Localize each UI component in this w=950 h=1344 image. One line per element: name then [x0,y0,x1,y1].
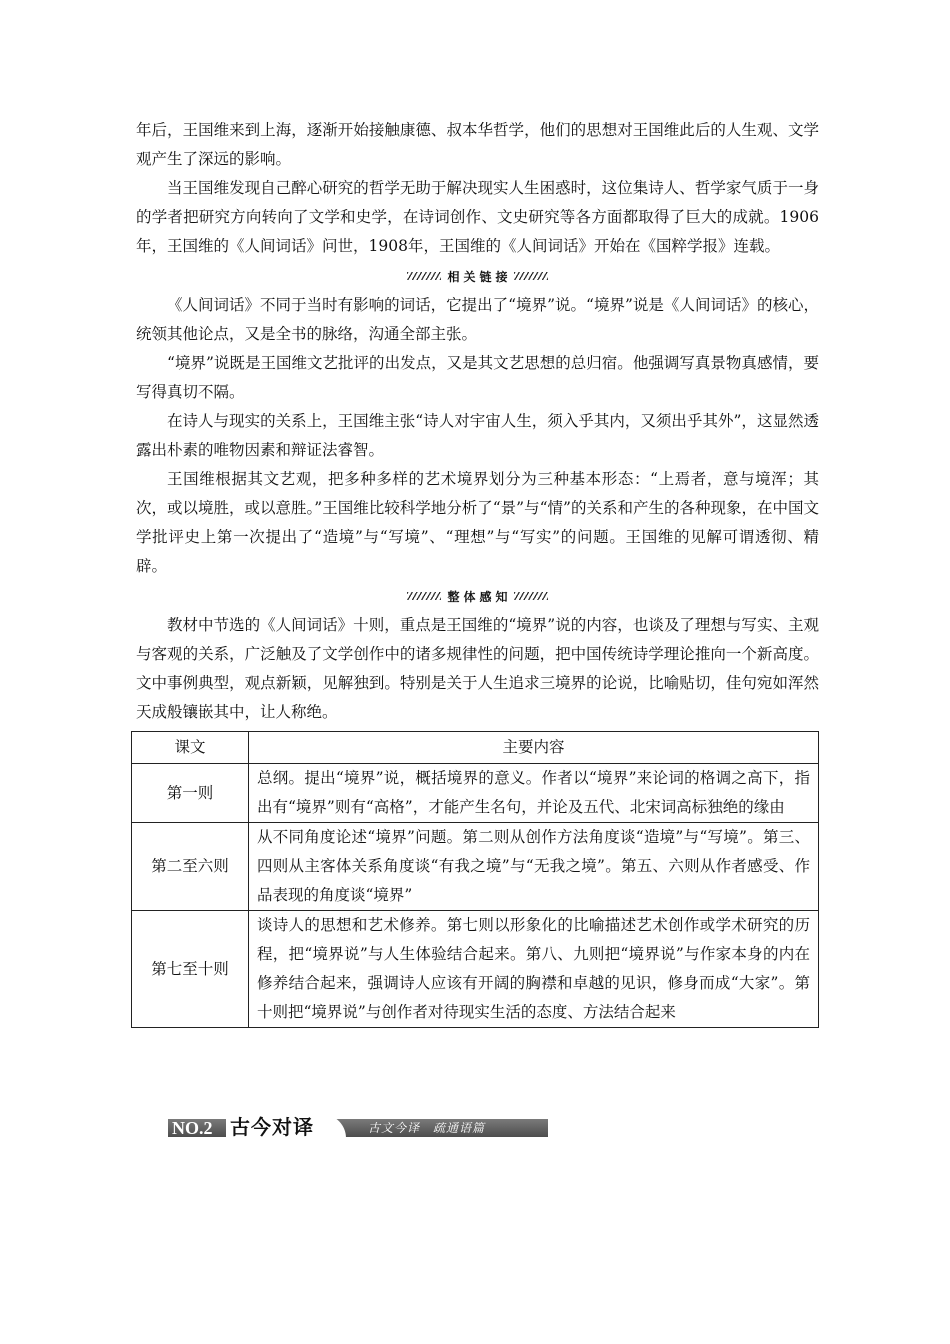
hatch-decoration-icon [514,272,548,280]
table-content-cell: 谈诗人的思想和艺术修养。第七则以形象化的比喻描述艺术创作或学术研究的历程，把“境界说”与人生体验结合起来。第八、九则把“境界说”与作家本身的内在修养结合起来，强调诗人应该有开阔的胸襟和卓越的见识，修身而成“大家”。第十则把“境界说”与创作者对待现实生活的态度、方法结合起来 [249,911,819,1028]
banner-bar [168,1119,548,1137]
hatch-decoration-icon [514,592,548,600]
table-row [132,764,819,823]
related-paragraph-3: 在诗人与现实的关系上，王国维主张“诗人对宇宙人生，须入乎其内，又须出乎其外”，这显然透露出朴素的唯物因素和辩证法睿智。 [136,412,819,459]
overall-heading-text: 整体感知 [447,589,512,604]
intro-paragraph-2: 当王国维发现自己醉心研究的哲学无助于解决现实人生困惑时，这位集诗人、哲学家气质于一身的学者把研究方向转向了文学和史学，在诗词创作、文史研究等各方面都取得了巨大的成就。1906年，王国维的《人间词话》问世，1908年，王国维的《人间词话》开始在《国粹学报》连载。 [136,179,819,255]
table-row [132,823,819,911]
table-header-cell: 课文 [132,732,249,764]
overall-section-heading [136,581,819,611]
intro-paragraph-1: 年后，王国维来到上海，逐渐开始接触康德、叔本华哲学，他们的思想对王国维此后的人生观、文学观产生了深远的影响。 [136,121,819,168]
related-section-heading [136,261,819,291]
table-content-cell: 从不同角度论述“境界”问题。第二则从创作方法角度谈“造境”与“写境”。第三、四则从主客体关系角度谈“有我之境”与“无我之境”。第五、六则从作者感受、作品表现的角度谈“境界” [249,823,819,911]
content-summary-table [131,731,819,1028]
overall-paragraph-1: 教材中节选的《人间词话》十则，重点是王国维的“境界”说的内容，也谈及了理想与写实、主观与客观的关系，广泛触及了文学创作中的诸多规律性的问题，把中国传统诗学理论推向一个新高度。文中事例典型，观点新颖，见解独到。特别是关于人生追求三境界的论说，比喻贴切，佳句宛如浑然天成般镶嵌其中，让人称绝。 [136,616,819,721]
related-heading-text: 相关链接 [447,269,512,284]
table-header-row [132,732,819,764]
hatch-decoration-icon [407,592,441,600]
banner-title: 古今对译 [230,1115,314,1139]
banner-number: NO.2 [172,1118,213,1138]
hatch-decoration-icon [407,272,441,280]
related-paragraph-1: 《人间词话》不同于当时有影响的词话，它提出了“境界”说。“境界”说是《人间词话》的核心，统领其他论点，又是全书的脉络，沟通全部主张。 [136,296,819,343]
section-banner [168,1114,548,1140]
table-content-cell: 总纲。提出“境界”说，概括境界的意义。作者以“境界”来论词的格调之高下，指出有“境界”则有“高格”，才能产生名句，并论及五代、北宋词高标独绝的缘由 [249,764,819,823]
banner-subtitle: 古文今译 疏通语篇 [368,1121,486,1135]
document-page [136,116,819,1028]
related-paragraph-4: 王国维根据其文艺观，把多种多样的艺术境界划分为三种基本形态：“上焉者，意与境浑；其次，或以境胜，或以意胜。”王国维比较科学地分析了“景”与“情”的关系和产生的各种现象，在中国文学批评史上第一次提出了“造境”与“写境”、“理想”与“写实”的问题。王国维的见解可谓透彻、精辟。 [136,470,819,575]
table-row [132,911,819,1028]
table-section-cell: 第一则 [132,764,249,823]
related-paragraph-2: “境界”说既是王国维文艺批评的出发点，又是其文艺思想的总归宿。他强调写真景物真感情，要写得真切不隔。 [136,354,819,401]
table-header-cell: 主要内容 [249,732,819,764]
table-section-cell: 第七至十则 [132,911,249,1028]
table-section-cell: 第二至六则 [132,823,249,911]
